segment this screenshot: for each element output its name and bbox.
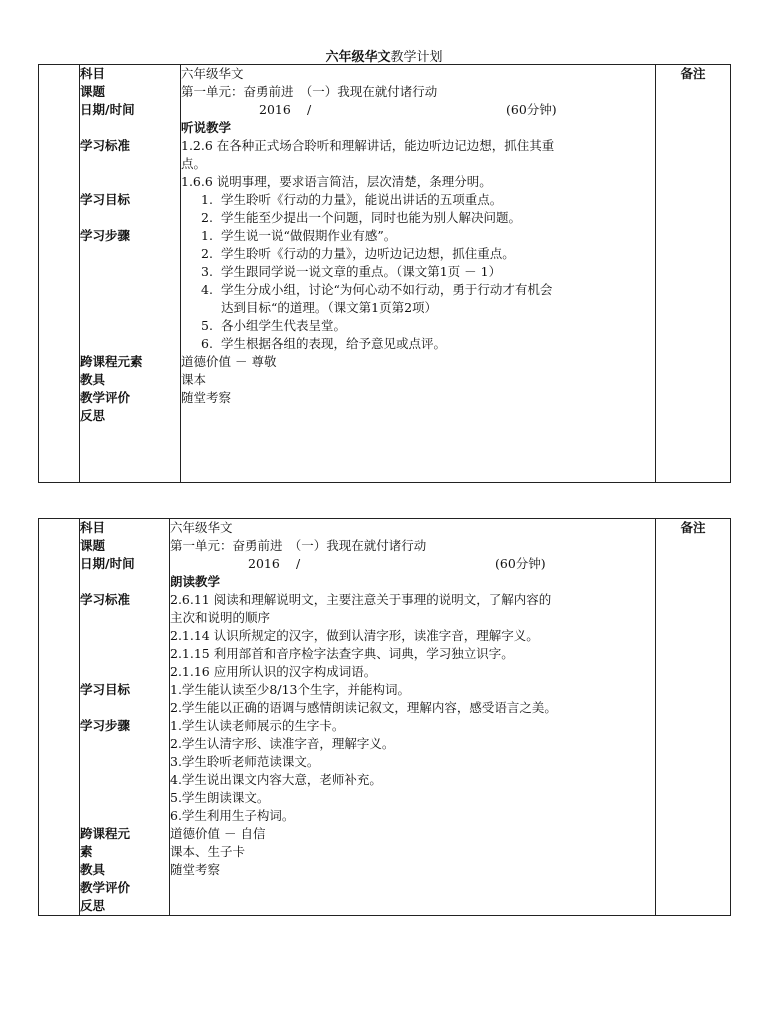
standard-line: 2.1.14 认识所规定的汉字，做到认清字形，读准字音，理解字义。	[170, 628, 539, 643]
tools-value: 课本、生子卡	[170, 844, 246, 859]
standard-line: 1.6.6 说明事理，要求语言简洁，层次清楚，条理分明。	[181, 174, 492, 189]
step-item: 4. 学生分成小组，讨论“为何心动不如行动，勇于行动才有机会	[201, 282, 553, 297]
year-value: 2016	[248, 556, 280, 571]
cross-curriculum-value: 道德价值 － 尊敬	[181, 354, 277, 369]
document-title	[0, 46, 768, 65]
duration-value: (60分钟)	[495, 556, 546, 571]
label-column	[80, 65, 181, 483]
objective-item: 2.学生能以正确的语调与感情朗读记叙文，理解内容，感受语言之美。	[170, 700, 557, 715]
label-cross-curriculum-a: 跨课程元	[80, 826, 131, 841]
date-time-value	[170, 555, 655, 573]
step-item: 3.学生聆听老师范读课文。	[170, 754, 320, 769]
standard-line: 点。	[181, 156, 207, 171]
label-cross-curriculum: 跨课程元素	[80, 354, 143, 369]
label-steps: 学习步骤	[80, 718, 131, 733]
label-evaluation: 教学评价	[80, 880, 131, 895]
evaluation-value: 随堂考察	[181, 390, 232, 405]
lesson-plan-table-1	[38, 64, 731, 483]
lesson-plan-table-2	[38, 518, 731, 916]
note-column	[656, 65, 731, 483]
step-item: 1.学生认读老师展示的生字卡。	[170, 718, 345, 733]
title-bold-part: 六年级华文	[325, 50, 391, 65]
standard-line: 1.2.6 在各种正式场合聆听和理解讲话，能边听边记边想，抓住其重	[181, 138, 555, 153]
subject-value: 六年级华文	[181, 66, 244, 81]
topic-value: 第一单元：奋勇前进 （一）我现在就付诸行动	[170, 538, 427, 553]
step-item: 6.学生利用生子构词。	[170, 808, 295, 823]
standard-line: 2.6.11 阅读和理解说明文，主要注意关于事理的说明文，了解内容的	[170, 592, 552, 607]
step-item-continued: 达到目标“的道理。（课文第1页第2项）	[221, 300, 438, 315]
label-subject: 科目	[80, 66, 106, 81]
subject-value: 六年级华文	[170, 520, 233, 535]
reflection-value	[181, 407, 655, 425]
teaching-mode: 朗读教学	[170, 574, 221, 589]
step-item: 6. 学生根据各组的表现，给予意见或点评。	[201, 336, 447, 351]
objective-item: 2. 学生能至少提出一个问题，同时也能为别人解决问题。	[201, 210, 522, 225]
label-reflection: 反思	[80, 408, 106, 423]
label-objective: 学习目标	[80, 192, 131, 207]
step-item: 3. 学生跟同学说一说文章的重点。（课文第1页 － 1）	[201, 264, 502, 279]
content-column	[181, 65, 656, 483]
step-item: 5. 各小组学生代表呈堂。	[201, 318, 347, 333]
label-topic: 课题	[80, 538, 106, 553]
label-subject: 科目	[80, 520, 106, 535]
label-steps: 学习步骤	[80, 228, 131, 243]
note-column	[656, 519, 731, 916]
topic-value: 第一单元：奋勇前进 （一）我现在就付诸行动	[181, 84, 438, 99]
label-column	[80, 519, 170, 916]
blank-column	[39, 519, 80, 916]
objective-item: 1. 学生聆听《行动的力量》，能说出讲话的五项重点。	[201, 192, 503, 207]
label-date-time: 日期/时间	[80, 556, 135, 571]
step-item: 5.学生朗读课文。	[170, 790, 270, 805]
label-objective: 学习目标	[80, 682, 131, 697]
step-item: 4.学生说出课文内容大意，老师补充。	[170, 772, 382, 787]
label-tools: 教具	[80, 372, 106, 387]
reflection-value	[170, 879, 655, 897]
label-cross-curriculum-b: 素	[80, 844, 93, 859]
step-item: 2. 学生聆听《行动的力量》，边听边记边想，抓住重点。	[201, 246, 515, 261]
step-item: 1. 学生说一说“做假期作业有感”。	[201, 228, 397, 243]
content-column	[170, 519, 656, 916]
note-label: 备注	[680, 520, 706, 535]
objective-item: 1.学生能认读至少8/13个生字，并能构词。	[170, 682, 410, 697]
label-evaluation: 教学评价	[80, 390, 131, 405]
teaching-mode: 听说教学	[181, 120, 232, 135]
title-normal-part: 教学计划	[390, 50, 443, 65]
label-standard: 学习标准	[80, 592, 131, 607]
label-date-time: 日期/时间	[80, 102, 135, 117]
tools-value: 课本	[181, 372, 207, 387]
standard-line: 2.1.16 应用所认识的汉字构成词语。	[170, 664, 377, 679]
cross-curriculum-value: 道德价值 － 自信	[170, 826, 266, 841]
year-value: 2016	[259, 102, 291, 117]
standard-line: 2.1.15 利用部首和音序检字法查字典、词典，学习独立识字。	[170, 646, 514, 661]
label-reflection: 反思	[80, 898, 106, 913]
date-slash: /	[296, 556, 301, 571]
label-tools: 教具	[80, 862, 106, 877]
duration-value: (60分钟)	[506, 102, 557, 117]
evaluation-value: 随堂考察	[170, 862, 221, 877]
note-label: 备注	[680, 66, 706, 81]
blank-column	[39, 65, 80, 483]
step-item: 2.学生认清字形、读准字音，理解字义。	[170, 736, 395, 751]
label-standard: 学习标准	[80, 138, 131, 153]
standard-line: 主次和说明的顺序	[170, 610, 271, 625]
date-time-value	[181, 101, 655, 119]
date-slash: /	[307, 102, 312, 117]
label-topic: 课题	[80, 84, 106, 99]
